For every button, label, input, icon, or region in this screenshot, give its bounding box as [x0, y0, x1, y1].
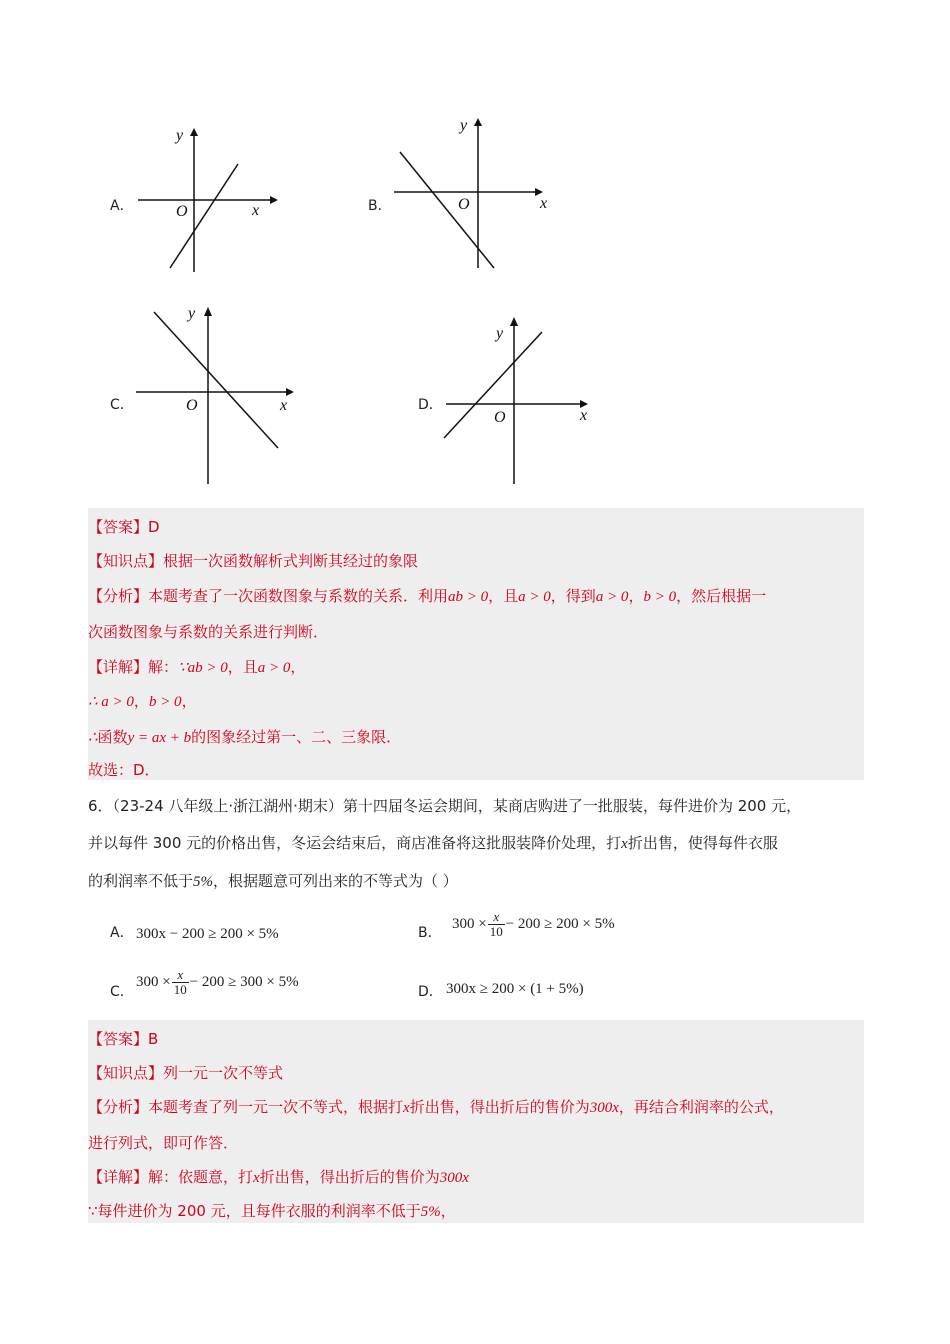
analysis-text: 本题考查了列一元一次不等式，根据打: [148, 1098, 404, 1116]
q5-answer-panel: [88, 508, 864, 780]
detail-text: 的图象经过第一、二、三象限．: [191, 728, 402, 746]
q6-stem-line-3: [88, 870, 458, 891]
detail-text: ，: [440, 1202, 456, 1220]
detail-text: ，: [181, 692, 197, 710]
answer-tag: 【答案】: [88, 1030, 149, 1048]
stem-text: ，根据题意可列出来的不等式为（ ）: [213, 872, 458, 890]
graph-option-b: [390, 110, 560, 275]
knowledge-text: 根据一次函数解析式判断其经过的象限: [163, 552, 419, 570]
q6-answer-panel: [88, 1020, 864, 1223]
denominator: 10: [489, 924, 503, 939]
math-expr: y = ax + b: [127, 730, 192, 746]
numerator: x: [488, 910, 505, 925]
analysis-text: ，且: [488, 587, 519, 605]
q6-option-c[interactable]: [136, 968, 299, 997]
fraction: [488, 910, 505, 939]
q6-stem-line-2: [88, 832, 778, 853]
q6-option-b[interactable]: [452, 910, 615, 939]
graph-option-d: [440, 312, 600, 487]
expr-part: − 200 ≥ 200 × 5%: [505, 915, 615, 932]
stem-text: 的利润率不低于: [88, 872, 194, 890]
function-line: [444, 332, 542, 438]
math-expr: 300x: [439, 1170, 469, 1186]
q6-option-a[interactable]: 300x − 200 ≥ 200 × 5%: [136, 926, 279, 942]
q5-detail-row-2: [88, 690, 197, 711]
math-expr: b > 0: [643, 589, 677, 605]
analysis-text: ，然后根据一: [676, 587, 767, 605]
math-expr: 5%: [420, 1204, 441, 1220]
x-label: x: [580, 407, 588, 424]
x-label: x: [540, 195, 548, 212]
analysis-text: ，: [628, 587, 644, 605]
math-expr: a > 0: [257, 660, 291, 676]
graph-option-c: [132, 302, 302, 487]
knowledge-tag: 【知识点】: [88, 1064, 164, 1082]
analysis-text: ，再结合利润率的公式，: [618, 1098, 784, 1116]
origin-label: O: [176, 203, 188, 220]
expr-part: 300 ×: [452, 915, 487, 932]
y-arrow-icon: [190, 128, 198, 136]
y-label: y: [188, 305, 196, 322]
detail-text: 解：依题意，打: [148, 1168, 254, 1186]
y-label: y: [176, 127, 184, 144]
math-expr: a > 0: [518, 589, 551, 605]
origin-label: O: [494, 409, 506, 426]
option-a-label: A．: [110, 198, 134, 214]
analysis-tag: 【分析】: [88, 1098, 149, 1116]
math-expr: 5%: [193, 874, 214, 890]
detail-tag: 【详解】: [88, 1168, 149, 1186]
math-expr: a > 0: [595, 589, 629, 605]
detail-text: ，: [133, 692, 149, 710]
x-arrow-icon: [286, 388, 294, 396]
math-expr: b > 0: [148, 694, 182, 710]
q6-option-d[interactable]: 300x ≥ 200 × (1 + 5%): [446, 981, 584, 997]
numerator: x: [172, 968, 189, 983]
option-c-label: C．: [110, 397, 134, 413]
math-expr: x: [403, 1100, 410, 1116]
expr-part: − 200 ≥ 300 × 5%: [189, 973, 299, 990]
detail-tag: 【详解】: [88, 658, 149, 676]
math-expr: 300x: [589, 1100, 619, 1116]
q5-answer-row: [88, 516, 160, 537]
answer-value: B: [148, 1030, 159, 1048]
y-arrow-icon: [510, 317, 518, 326]
x-label: x: [280, 397, 288, 414]
fraction: [172, 968, 189, 997]
y-label: y: [460, 117, 468, 134]
q6-option-a-label[interactable]: A．: [110, 925, 134, 941]
math-expr: x: [621, 836, 628, 852]
q6-knowledge-row: [88, 1062, 283, 1083]
q6-option-b-label[interactable]: B．: [418, 925, 442, 941]
detail-text: 函数: [97, 728, 128, 746]
detail-text: ，: [290, 658, 306, 676]
q6-stem-line-1: 6．（23-24 八年级上·浙江湖州·期末）第十四届冬运会期间，某商店购进了一批服装，每件进价为 200 元，: [88, 797, 802, 815]
q5-knowledge-row: [88, 550, 418, 571]
detail-text: 解：: [148, 658, 179, 676]
math-expr: x: [253, 1170, 260, 1186]
x-label: x: [252, 202, 260, 219]
expr-part: 300 ×: [136, 973, 171, 990]
origin-label: O: [186, 397, 198, 414]
origin-label: O: [458, 196, 470, 213]
q6-detail-row: [88, 1166, 469, 1187]
graph-option-a: [130, 120, 280, 280]
denominator: 10: [173, 982, 187, 997]
function-line: [154, 312, 278, 448]
q6-option-c-label[interactable]: C．: [110, 984, 134, 1000]
q5-detail-row: [88, 656, 305, 677]
y-arrow-icon: [204, 307, 212, 316]
y-label: y: [496, 325, 504, 342]
math-expr: ∴: [88, 730, 98, 746]
analysis-tag: 【分析】: [88, 587, 149, 605]
detail-text: ，且: [227, 658, 258, 676]
stem-text: 折出售，使得每件衣服: [627, 834, 778, 852]
function-line: [400, 152, 494, 268]
option-b-label: B．: [368, 198, 392, 214]
q5-final-row: 故选：D．: [88, 761, 160, 779]
q5-analysis-row: [88, 585, 766, 606]
q6-option-d-label[interactable]: D．: [418, 984, 443, 1000]
analysis-text: 折出售，得出折后的售价为: [409, 1098, 590, 1116]
q6-answer-row: [88, 1028, 158, 1049]
q6-analysis-row-2: 进行列式，即可作答．: [88, 1134, 239, 1152]
q5-analysis-row-2: 次函数图象与系数的关系进行判断．: [88, 623, 329, 641]
math-expr: ∴ a > 0: [88, 694, 134, 710]
option-d-label: D．: [418, 397, 443, 413]
x-arrow-icon: [270, 196, 278, 204]
stem-text: 并以每件 300 元的价格出售，冬运会结束后，商店准备将这批服装降价处理，打: [88, 834, 622, 852]
q6-analysis-row: [88, 1096, 784, 1117]
analysis-text: 本题考查了一次函数图象与系数的关系．利用: [148, 587, 449, 605]
answer-value: D: [148, 518, 160, 536]
detail-text: 折出售，得出折后的售价为: [259, 1168, 440, 1186]
answer-tag: 【答案】: [88, 518, 149, 536]
knowledge-text: 列一元一次不等式: [163, 1064, 284, 1082]
y-arrow-icon: [474, 118, 482, 126]
math-expr: ab > 0: [448, 589, 489, 605]
math-expr: ∵ab > 0: [178, 660, 228, 676]
knowledge-tag: 【知识点】: [88, 552, 164, 570]
q5-detail-row-3: [88, 726, 401, 747]
detail-text: ∵每件进价为 200 元，且每件衣服的利润率不低于: [88, 1202, 421, 1220]
q6-detail-row-2: [88, 1200, 456, 1221]
analysis-text: ，得到: [550, 587, 596, 605]
